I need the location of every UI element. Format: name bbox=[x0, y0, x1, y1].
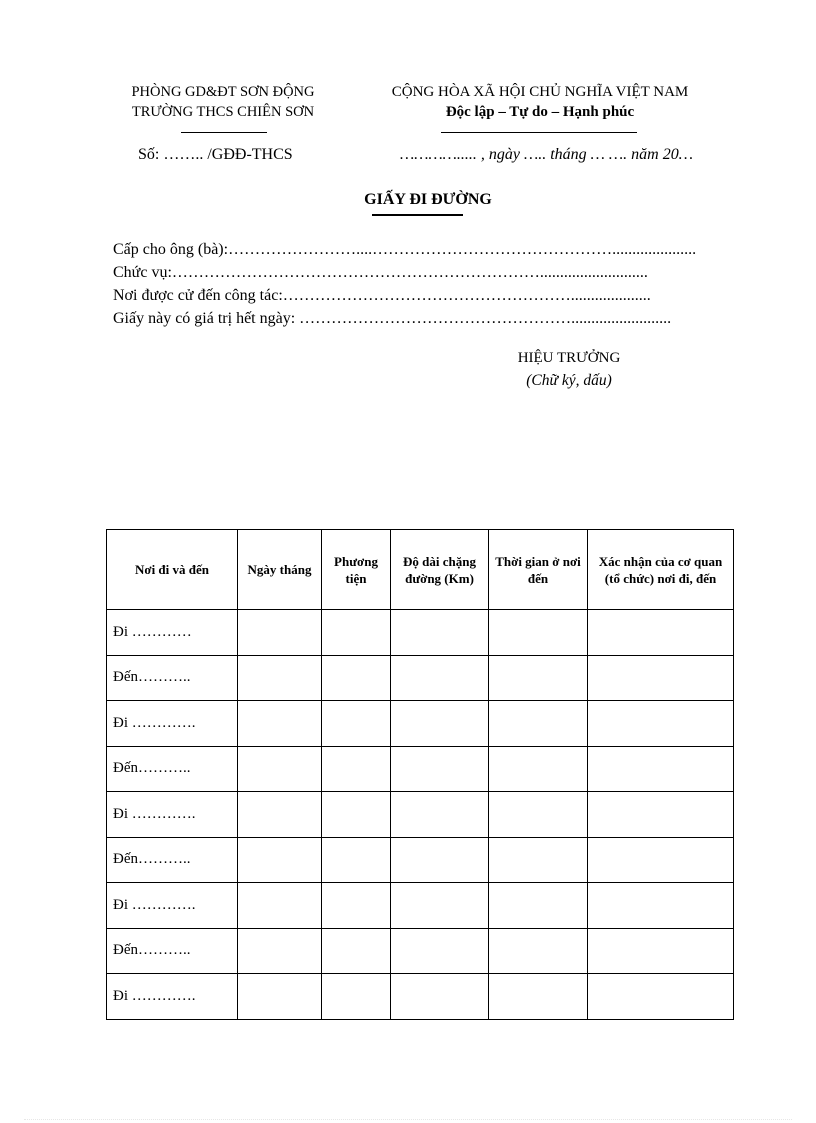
table-cell bbox=[588, 610, 734, 656]
department-name: PHÒNG GD&ĐT SƠN ĐỘNG bbox=[131, 84, 315, 100]
table-cell bbox=[588, 746, 734, 792]
table-row bbox=[107, 701, 734, 747]
table-row bbox=[107, 610, 734, 656]
place-cell: Đến……….. bbox=[107, 655, 238, 701]
table-cell bbox=[238, 792, 322, 838]
place-cell: Đi …………. bbox=[107, 792, 238, 838]
page-title: GIẤY ĐI ĐƯỜNG bbox=[364, 191, 492, 208]
column-header: Nơi đi và đến bbox=[107, 530, 238, 610]
table-cell bbox=[238, 610, 322, 656]
country-name: CỘNG HÒA XÃ HỘI CHỦ NGHĨA VIỆT NAM bbox=[391, 84, 689, 100]
table-row bbox=[107, 655, 734, 701]
table-cell bbox=[391, 837, 489, 883]
table-cell bbox=[588, 701, 734, 747]
table-cell bbox=[322, 837, 391, 883]
destination-field: Nơi được cử đến công tác:……………………………………………….................... bbox=[113, 287, 651, 304]
issued-to-field: Cấp cho ông (bà):……………………....………………………………………..................... bbox=[113, 241, 697, 258]
table-cell bbox=[391, 610, 489, 656]
table-cell bbox=[238, 655, 322, 701]
table-cell bbox=[391, 655, 489, 701]
table-cell bbox=[322, 701, 391, 747]
travel-log-table bbox=[106, 529, 734, 1020]
position-field: Chức vụ:……………………………………………………………........................... bbox=[113, 264, 648, 281]
signature-role: HIỆU TRƯỞNG bbox=[517, 350, 621, 366]
table-cell bbox=[588, 837, 734, 883]
table-cell bbox=[322, 655, 391, 701]
table-cell bbox=[588, 655, 734, 701]
table-cell bbox=[391, 701, 489, 747]
valid-until-field: Giấy này có giá trị hết ngày: ……………………………………………......................... bbox=[113, 310, 672, 327]
header-left-rule bbox=[181, 132, 267, 133]
table-cell bbox=[489, 928, 588, 974]
table-cell bbox=[391, 746, 489, 792]
table-row bbox=[107, 746, 734, 792]
table-cell bbox=[588, 974, 734, 1020]
table-cell bbox=[588, 883, 734, 929]
date-line: …………..... , ngày ….. tháng … …. năm 20… bbox=[400, 146, 693, 163]
table-cell bbox=[489, 610, 588, 656]
table-cell bbox=[489, 792, 588, 838]
place-cell: Đến……….. bbox=[107, 928, 238, 974]
table-cell bbox=[489, 883, 588, 929]
table-cell bbox=[238, 928, 322, 974]
table-cell bbox=[322, 883, 391, 929]
table-row bbox=[107, 792, 734, 838]
table-cell bbox=[391, 974, 489, 1020]
place-cell: Đi …………. bbox=[107, 883, 238, 929]
table-cell bbox=[489, 701, 588, 747]
table-cell bbox=[391, 792, 489, 838]
national-heading bbox=[358, 82, 722, 122]
document-number: Số: …….. /GĐĐ-THCS bbox=[138, 146, 293, 163]
place-cell: Đi ………… bbox=[107, 610, 238, 656]
table-cell bbox=[489, 974, 588, 1020]
table-cell bbox=[238, 974, 322, 1020]
issuing-authority bbox=[100, 82, 346, 122]
table-cell bbox=[238, 701, 322, 747]
column-header: Độ dài chặng đường (Km) bbox=[391, 530, 489, 610]
place-cell: Đến……….. bbox=[107, 746, 238, 792]
table-row bbox=[107, 974, 734, 1020]
table-row bbox=[107, 837, 734, 883]
page-bottom-rule bbox=[24, 1119, 792, 1120]
table-header-row bbox=[107, 530, 734, 610]
column-header: Xác nhận của cơ quan (tổ chức) nơi đi, đến bbox=[588, 530, 734, 610]
table-cell bbox=[588, 792, 734, 838]
signature-note: (Chữ ký, dấu) bbox=[526, 372, 612, 389]
national-motto: Độc lập – Tự do – Hạnh phúc bbox=[445, 104, 635, 120]
table-cell bbox=[238, 746, 322, 792]
place-cell: Đi …………. bbox=[107, 701, 238, 747]
table-cell bbox=[489, 655, 588, 701]
table-row bbox=[107, 883, 734, 929]
table-cell bbox=[322, 746, 391, 792]
table-cell bbox=[238, 883, 322, 929]
header-right-rule bbox=[441, 132, 637, 133]
table-cell bbox=[322, 974, 391, 1020]
table-cell bbox=[322, 610, 391, 656]
column-header: Thời gian ở nơi đến bbox=[489, 530, 588, 610]
table-cell bbox=[322, 792, 391, 838]
table-cell bbox=[489, 837, 588, 883]
school-name: TRƯỜNG THCS CHIÊN SƠN bbox=[131, 104, 315, 120]
table-cell bbox=[238, 837, 322, 883]
column-header: Phương tiện bbox=[322, 530, 391, 610]
title-underline bbox=[372, 214, 463, 216]
place-cell: Đến……….. bbox=[107, 837, 238, 883]
column-header: Ngày tháng bbox=[238, 530, 322, 610]
table-cell bbox=[322, 928, 391, 974]
table-row bbox=[107, 928, 734, 974]
table-cell bbox=[588, 928, 734, 974]
place-cell: Đi …………. bbox=[107, 974, 238, 1020]
table-cell bbox=[489, 746, 588, 792]
table-cell bbox=[391, 883, 489, 929]
table-cell bbox=[391, 928, 489, 974]
